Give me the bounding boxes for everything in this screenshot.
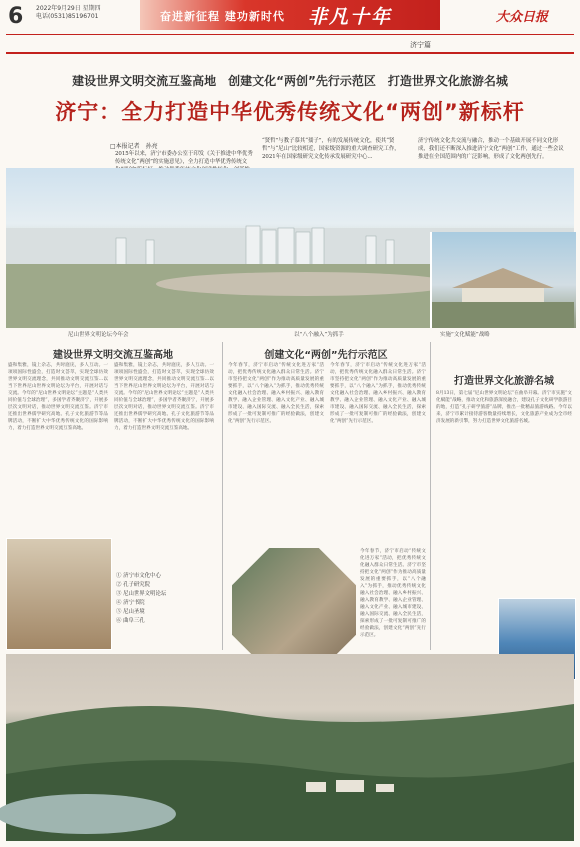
temple-illustration bbox=[432, 232, 574, 328]
masthead-rule bbox=[6, 52, 574, 54]
section-3-col: 8月13日，第七届“尼山世界文明论坛”在曲阜开幕。济宁市实施“文化赋能”战略，推动文化和旅游深度融合，建设孔子文化研学旅游目的地，打造“孔子研学旅游”品牌，推出一批精品旅游线路。今年以来，济宁市累计接待游客数量持续增长，文化旅游产业成为全市经济发展的新引擎，努力打造世界文化旅游名城。 bbox=[436, 391, 572, 424]
bottom-photo-aerial-landscape bbox=[6, 654, 574, 841]
banner-slogan: 奋进新征程 建功新时代 bbox=[160, 10, 285, 23]
intro-col-2: “贤哲”与教子慕其“孺子”，有的发展传统文化，使其“贤哲”与“尼山”比较相近，国家级资源的重大调查研究工作，2021年在国家级研究文化传承发展研究中心... bbox=[262, 138, 400, 160]
section-2-col-c: 今年春节，济宁市启动“传统文化进万家”活动，把优秀传统文化融入群众日常生活。济宁市坚持把文化“两创”作为推动高质量发展的重要抓手，以“八个融入”为抓手，推动优秀传统文化融入社会治理、融入乡村振兴、融入教育教学、融入企业管理、融入文化产业、融入城市建设、融入国际交流、融入全民生活，探索形成了一批可复制可推广的经验做法，创建文化“两创”先行示范区。 bbox=[360, 549, 426, 638]
mid-caption: 以“八个融入”为抓手 bbox=[294, 332, 344, 338]
photo-credits bbox=[116, 572, 224, 626]
main-headline: 济宁：全力打造中华优秀传统文化“两创”新标杆 bbox=[55, 100, 525, 124]
top-rule bbox=[6, 34, 574, 35]
issue-date: 2022年9月29日 星期四 bbox=[36, 5, 101, 12]
region-label: 济宁篇 bbox=[410, 41, 431, 49]
newspaper-logo: 大众日报 bbox=[496, 10, 549, 25]
column-divider bbox=[430, 342, 431, 650]
section-heading-1: 建设世界文明交流互鉴高地 bbox=[53, 350, 173, 361]
credit-line: ④ 济宁书院 bbox=[116, 600, 145, 606]
hero-caption: 尼山世界文明论坛今年会 bbox=[68, 332, 129, 338]
section-heading-3: 打造世界文化旅游名城 bbox=[454, 376, 554, 387]
credit-line: ⑤ 尼山圣境 bbox=[116, 609, 145, 615]
inset-photo-nishan bbox=[430, 232, 576, 328]
column-divider bbox=[222, 342, 223, 650]
page-number: 6 bbox=[8, 4, 24, 29]
section-1-col-b: 盛和集雅，镜上杂志，共时庭庑，多人互动。一项项国际性盛会，打造时文荟萃，实现全球仿效世界文明交流理念，共同推动文明交流互鉴...以当下世界尼山世界文明论坛为平台，开展对话与交流。今年的“尼山世界文明论坛”主题是“人类共同价值与全球治理”，多国学者齐聚济宁，开展多层次文明对话，推动世界文明交流互鉴。济宁市还推出世界儒学研究高地、孔子文化旅游节等品牌活动，不断扩大中华优秀传统文化的国际影响力，着力打造世界文明交流互鉴高地。 bbox=[114, 363, 214, 431]
credit-line: ⑥ 曲阜三孔 bbox=[116, 618, 145, 624]
section-2-col-b: 今年春节，济宁市启动“传统文化进万家”活动，把优秀传统文化融入群众日常生活。济宁市坚持把文化“两创”作为推动高质量发展的重要抓手，以“八个融入”为抓手，推动优秀传统文化融入社会治理、融入乡村振兴、融入教育教学、融入企业管理、融入文化产业、融入城市建设、融入国际交流、融入全民生活，探索形成了一批可复制可推广的经验做法，创建文化“两创”先行示范区。 bbox=[330, 363, 426, 424]
banner-title: 非凡十年 bbox=[308, 6, 393, 28]
section-1-col-a: 盛和集雅，镜上杂志，共时庭庑，多人互动。一项项国际性盛会，打造时文荟萃，实现全球仿效世界文明交流理念，共同推动文明交流互鉴...以当下世界尼山世界文明论坛为平台，开展对话与交流。今年的“尼山世界文明论坛”主题是“人类共同价值与全球治理”，多国学者齐聚济宁，开展多层次文明对话，推动世界文明交流互鉴。济宁市还推出世界儒学研究高地、孔子文化旅游节等品牌活动，不断扩大中华优秀传统文化的国际影响力，着力打造世界文明交流互鉴高地。 bbox=[8, 363, 108, 431]
inset-caption: 实施“文化赋能”战略 bbox=[440, 332, 490, 338]
intro-col-1: 2015年以来，济宁市委办公室于印发《关于推进中华优秀传统文化“两创”的实施意见》，全力打造中华优秀传统文 bbox=[115, 151, 253, 165]
dateline bbox=[36, 5, 101, 21]
subheadline: 建设世界文明交流互鉴高地 创建文化“两创”先行示范区 打造世界文化旅游名城 bbox=[72, 74, 508, 88]
landscape-illustration bbox=[6, 654, 574, 841]
intro-col-3: 济宁传统文化共交流与融合，推动一个基础开展不同文化形成，我们还不断深入推进济宁文化“两创”工作，通过一些会议推进在全国范围内的广泛影响，形成了文化两创先行。 bbox=[418, 138, 564, 160]
section-2-col-a: 今年春节，济宁市启动“传统文化进万家”活动，把优秀传统文化融入群众日常生活。济宁市坚持把文化“两创”作为推动高质量发展的重要抓手，以“八个融入”为抓手，推动优秀传统文化融入社会治理、融入乡村振兴、融入教育教学、融入企业管理、融入文化产业、融入城市建设、融入国际交流、融入全民生活，探索形成了一批可复制可推广的经验做法，创建文化“两创”先行示范区。 bbox=[228, 363, 324, 424]
photo-calligraphy bbox=[6, 538, 112, 650]
editor-phone: 电话(0531)85196701 bbox=[36, 13, 99, 20]
credit-line: ③ 尼山世界文明论坛 bbox=[116, 591, 167, 597]
byline: □本报记者 孙亮 bbox=[110, 143, 158, 150]
credit-line: ② 孔子研究院 bbox=[116, 582, 151, 588]
credit-line: ① 济宁市文化中心 bbox=[116, 573, 161, 579]
section-heading-2: 创建文化“两创”先行示范区 bbox=[264, 350, 388, 361]
